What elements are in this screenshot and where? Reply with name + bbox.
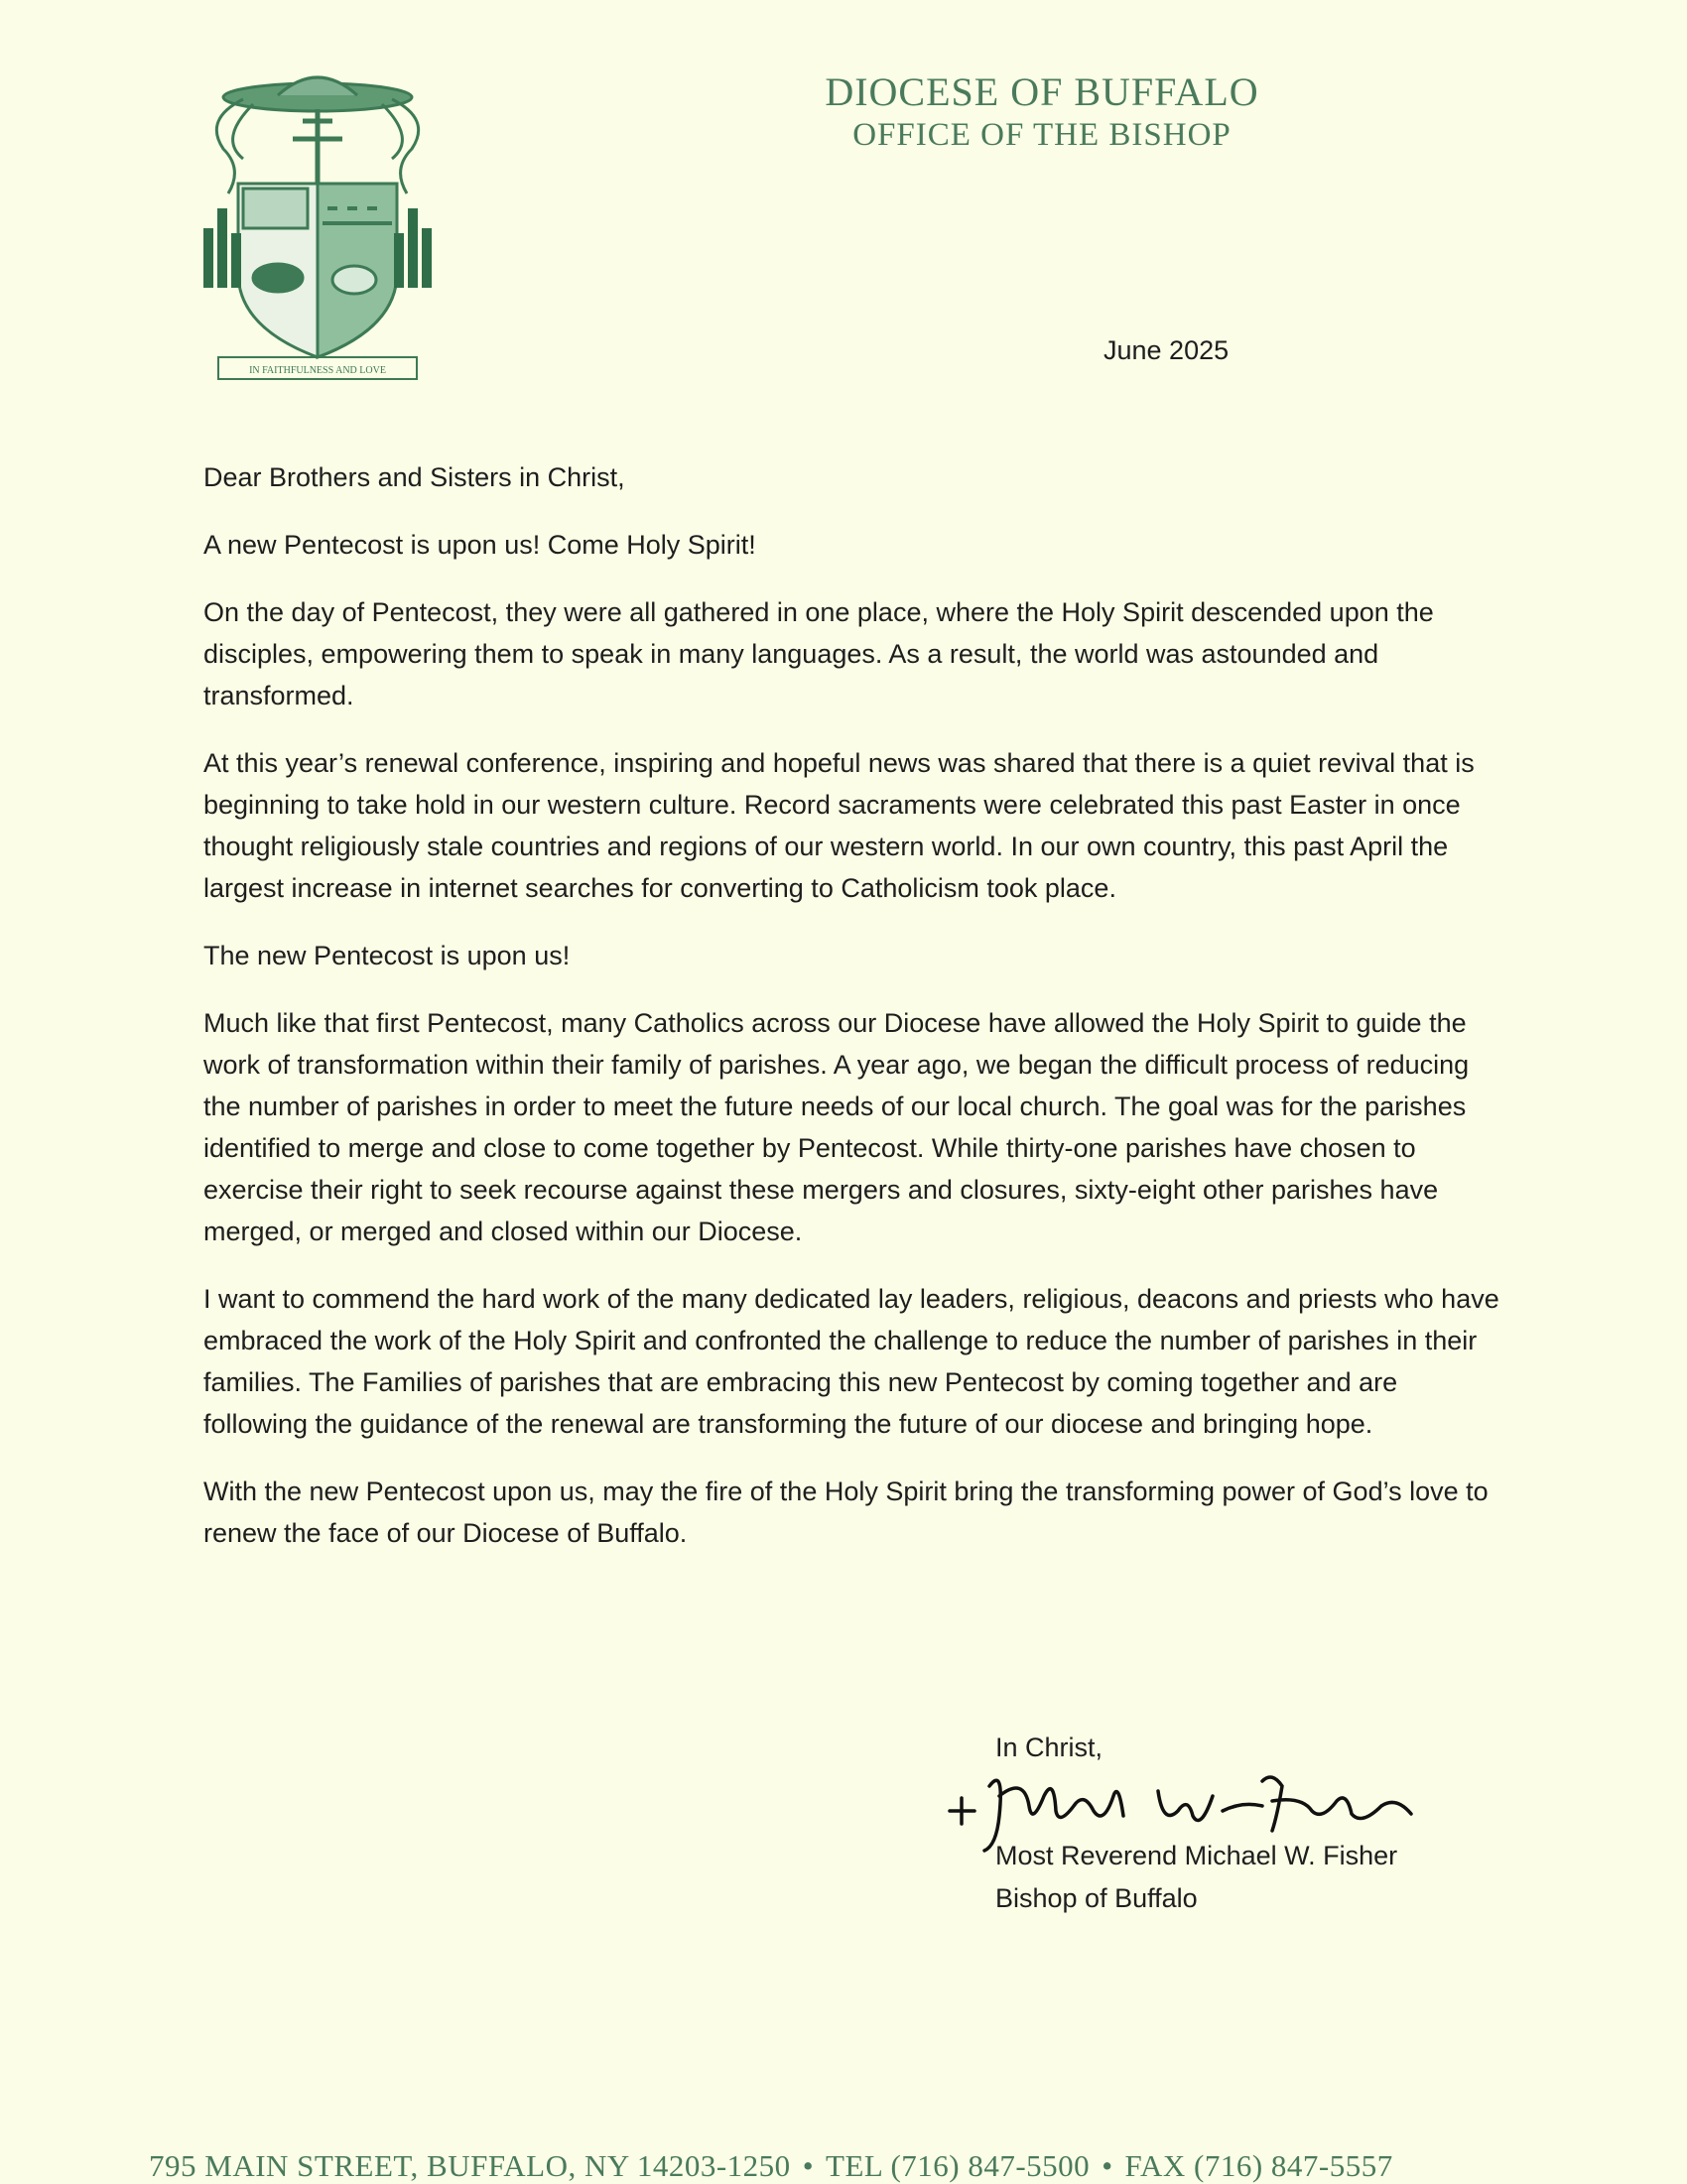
footer-separator: • (802, 2148, 815, 2183)
footer-separator: • (1102, 2148, 1113, 2183)
footer-contact (149, 2148, 1538, 2184)
paragraph: At this year’s renewal conference, inspiring and hopeful news was shared that there is a quiet revival that is beginning to take hold in our western culture. Record sacraments were celebrated this past Easter in once thought religiously stale countries and regions of our western world. In our own country, this past April the largest increase in internet searches for converting to Catholicism took place. (203, 748, 1475, 903)
letter-body (203, 456, 1503, 1580)
paragraph: The new Pentecost is upon us! (203, 941, 571, 970)
salutation: Dear Brothers and Sisters in Christ, (203, 462, 625, 492)
footer-fax: FAX (716) 847-5557 (1124, 2148, 1393, 2183)
signer-name: Most Reverend Michael W. Fisher (995, 1841, 1398, 1870)
paragraph: A new Pentecost is upon us! Come Holy Spirit! (203, 530, 756, 560)
closing: In Christ, (995, 1733, 1103, 1762)
office-name: OFFICE OF THE BISHOP (852, 117, 1232, 153)
letter-date: June 2025 (1103, 335, 1230, 365)
org-name: DIOCESE OF BUFFALO (825, 69, 1259, 114)
paragraph: On the day of Pentecost, they were all gathered in one place, where the Holy Spirit descended upon the disciples, empowering them to speak in many languages. As a result, the world was astounded and transformed. (203, 597, 1434, 710)
paragraph: I want to commend the hard work of the many dedicated lay leaders, religious, deacons and priests who have embraced the work of the Holy Spirit and confronted the challenge to reduce the number of parishes in their families. The Families of parishes that are embracing this new Pentecost by coming together and are following the guidance of the renewal are transforming the future of our diocese and bringing hope. (203, 1284, 1499, 1439)
paragraph: Much like that first Pentecost, many Catholics across our Diocese have allowed the Holy Spirit to guide the work of transformation within their family of parishes. A year ago, we began the difficult process of reducing the number of parishes in order to meet the future needs of our local church. The goal was for the parishes identified to merge and close to come together by Pentecost. While thirty-one parishes have chosen to exercise their right to seek recourse against these mergers and closures, sixty-eight other parishes have merged, or merged and closed within our Diocese. (203, 1008, 1470, 1246)
footer-tel: TEL (716) 847-5500 (826, 2148, 1091, 2183)
paragraph: With the new Pentecost upon us, may the fire of the Holy Spirit bring the transforming power of God’s love to renew the face of our Diocese of Buffalo. (203, 1477, 1489, 1548)
letterhead (695, 69, 1389, 155)
coat-of-arms-logo (184, 60, 452, 397)
signer-title: Bishop of Buffalo (995, 1883, 1198, 1913)
footer-address: 795 MAIN STREET, BUFFALO, NY 14203-1250 (149, 2148, 791, 2183)
crest-motto: IN FAITHFULNESS AND LOVE (249, 365, 386, 376)
